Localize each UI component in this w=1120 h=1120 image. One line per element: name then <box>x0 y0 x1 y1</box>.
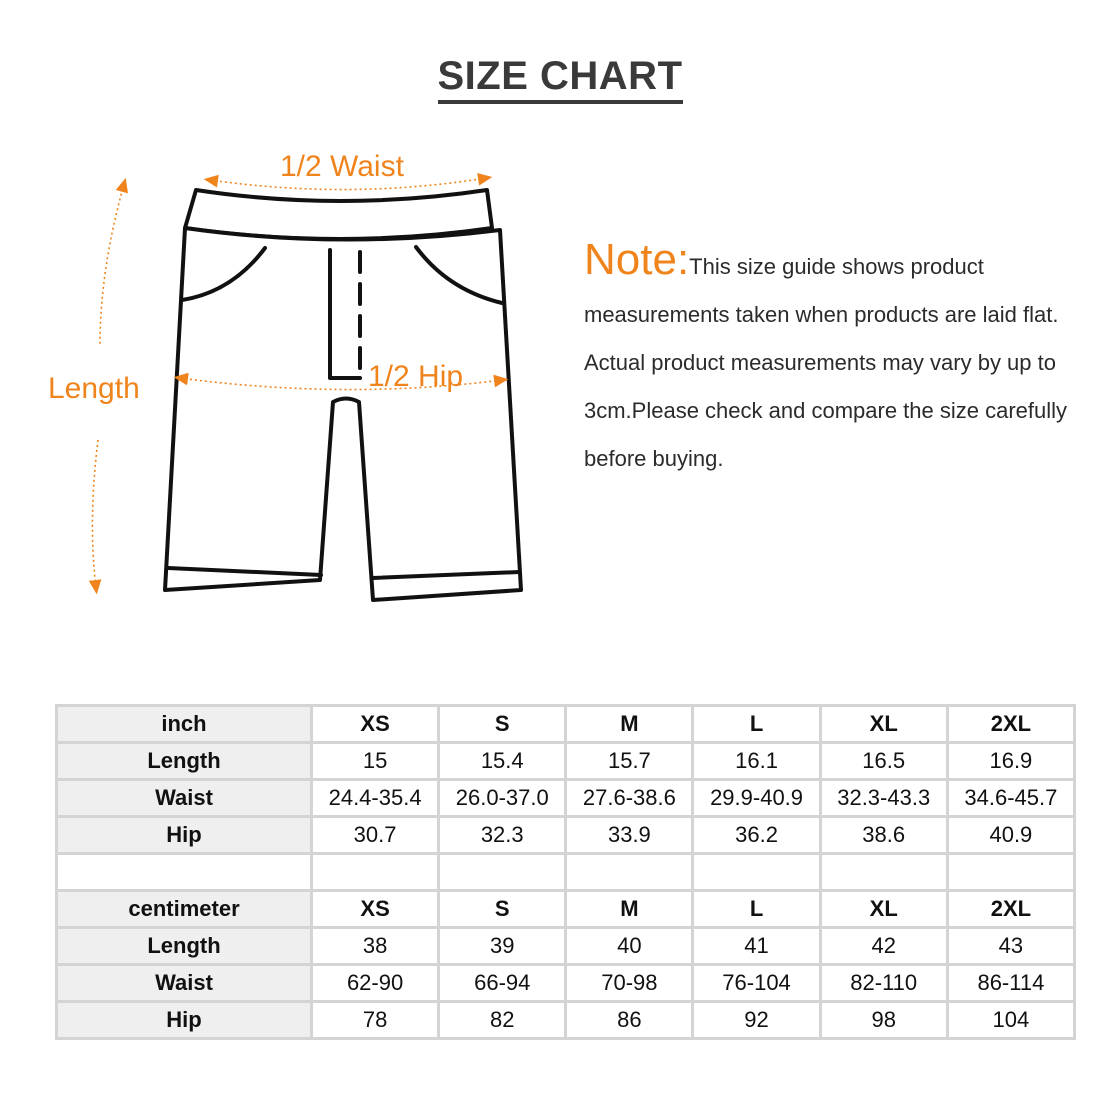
inch-header-row <box>58 707 1073 741</box>
table-cell: 92 <box>694 1003 818 1037</box>
table-cell: 26.0-37.0 <box>440 781 564 815</box>
table-cell: 66-94 <box>440 966 564 1000</box>
table-row <box>58 966 1073 1000</box>
page-title: SIZE CHART <box>438 54 683 104</box>
size-header: S <box>440 707 564 741</box>
spacer-cell <box>440 855 564 889</box>
table-row <box>58 781 1073 815</box>
table-row <box>58 1003 1073 1037</box>
spacer-cell <box>58 855 310 889</box>
shorts-outline <box>165 190 521 600</box>
spacer-cell <box>822 855 946 889</box>
table-cell: 40.9 <box>949 818 1073 852</box>
size-tables <box>55 704 1076 1040</box>
row-label: Hip <box>58 1003 310 1037</box>
row-label: Length <box>58 744 310 778</box>
cm-unit-cell: centimeter <box>58 892 310 926</box>
table-cell: 32.3-43.3 <box>822 781 946 815</box>
size-header: XS <box>313 707 437 741</box>
size-header: XL <box>822 707 946 741</box>
table-cell: 24.4-35.4 <box>313 781 437 815</box>
table-cell: 15 <box>313 744 437 778</box>
table-cell: 33.9 <box>567 818 691 852</box>
size-header: XS <box>313 892 437 926</box>
length-label: Length <box>48 372 140 405</box>
table-cell: 39 <box>440 929 564 963</box>
note-text: This size guide shows product measurements taken when products are laid flat. Actual product measurements may vary by up to 3cm.Please check and compare the size carefully before buying. <box>584 254 1068 471</box>
table-cell: 32.3 <box>440 818 564 852</box>
table-cell: 15.7 <box>567 744 691 778</box>
table-cell: 70-98 <box>567 966 691 1000</box>
table-row <box>58 744 1073 778</box>
table-cell: 36.2 <box>694 818 818 852</box>
shorts-diagram <box>0 0 560 640</box>
waist-label: 1/2 Waist <box>280 150 404 183</box>
table-cell: 42 <box>822 929 946 963</box>
table-cell: 16.9 <box>949 744 1073 778</box>
table-cell: 43 <box>949 929 1073 963</box>
spacer-cell <box>949 855 1073 889</box>
spacer-cell <box>567 855 691 889</box>
table-row <box>58 929 1073 963</box>
size-header: M <box>567 892 691 926</box>
table-cell: 76-104 <box>694 966 818 1000</box>
row-label: Length <box>58 929 310 963</box>
table-cell: 104 <box>949 1003 1073 1037</box>
table-cell: 82 <box>440 1003 564 1037</box>
table-cell: 78 <box>313 1003 437 1037</box>
table-row <box>58 818 1073 852</box>
size-header: 2XL <box>949 892 1073 926</box>
hip-label: 1/2 Hip <box>368 360 464 393</box>
table-cell: 30.7 <box>313 818 437 852</box>
cm-header-row <box>58 892 1073 926</box>
spacer-cell <box>694 855 818 889</box>
size-table <box>55 704 1076 1040</box>
table-cell: 38 <box>313 929 437 963</box>
size-header: L <box>694 707 818 741</box>
table-cell: 86-114 <box>949 966 1073 1000</box>
table-cell: 86 <box>567 1003 691 1037</box>
table-cell: 82-110 <box>822 966 946 1000</box>
size-header: XL <box>822 892 946 926</box>
note-heading: Note: <box>584 235 690 284</box>
table-cell: 15.4 <box>440 744 564 778</box>
table-cell: 16.5 <box>822 744 946 778</box>
row-label: Waist <box>58 781 310 815</box>
row-label: Hip <box>58 818 310 852</box>
table-cell: 29.9-40.9 <box>694 781 818 815</box>
table-cell: 16.1 <box>694 744 818 778</box>
inch-unit-cell: inch <box>58 707 310 741</box>
spacer-cell <box>313 855 437 889</box>
table-cell: 41 <box>694 929 818 963</box>
size-header: 2XL <box>949 707 1073 741</box>
table-cell: 27.6-38.6 <box>567 781 691 815</box>
spacer-row <box>58 855 1073 889</box>
table-cell: 38.6 <box>822 818 946 852</box>
table-cell: 62-90 <box>313 966 437 1000</box>
table-cell: 34.6-45.7 <box>949 781 1073 815</box>
note-block <box>584 236 1104 483</box>
row-label: Waist <box>58 966 310 1000</box>
size-header: M <box>567 707 691 741</box>
table-cell: 98 <box>822 1003 946 1037</box>
table-cell: 40 <box>567 929 691 963</box>
size-header: L <box>694 892 818 926</box>
size-header: S <box>440 892 564 926</box>
